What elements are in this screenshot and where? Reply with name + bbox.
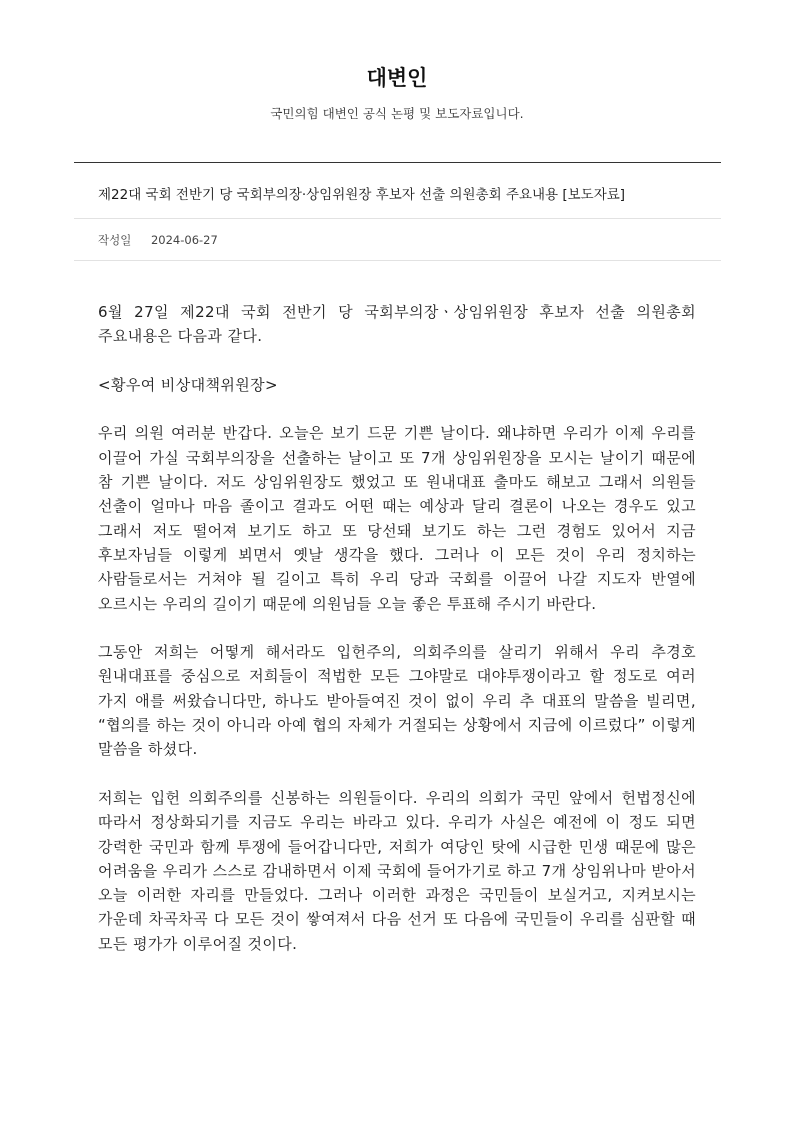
post-title: 제22대 국회 전반기 당 국회부의장·상임위원장 후보자 선출 의원총회 주요내용 [보도자료]: [98, 187, 626, 203]
post-date: 2024-06-27: [150, 233, 218, 247]
date-label: 작성일: [98, 233, 132, 247]
body-paragraph: 6월 27일 제22대 국회 전반기 당 국회부의장ㆍ상임위원장 후보자 선출 의원총회 주요내용은 다음과 같다.: [98, 303, 696, 346]
body-paragraph: 저희는 입헌 의회주의를 신봉하는 의원들이다. 우리의 의회가 국민 앞에서 헌법정신에 따라서 정상화되기를 지금도 우리는 바라고 있다. 우리가 사실은 예전에 이 정도 되면 강력한 국민과 함께 투쟁에 들어갑니다만, 저희가 여당인 탓에 시급한 민생 때문에 많은 어려움을 우리가 스스로 감내하면서 이제 국회에 들어가기로 하고 7개 상임위나마 받아서 오늘 이러한 자리를 만들었다. 그러나 이러한 과정은 국민들이 보실거고, 지켜보시는 가운데 차곡차곡 다 모든 것이 쌓여져서 다음 선거 또 다음에 국민들이 우리를 심판할 때 모든 평가가 이루어질 것이다.: [98, 788, 696, 953]
meta-divider: [74, 260, 721, 261]
body-paragraph: 우리 의원 여러분 반갑다. 오늘은 보기 드문 기쁜 날이다. 왜냐하면 우리가 이제 우리를 이끌어 가실 국회부의장을 선출하는 날이고 또 7개 상임위원장을 모시는 날이기 때문에 참 기쁜 날이다. 저도 상임위원장도 했었고 또 원내대표 출마도 해보고 그래서 의원들 선출이 얼마나 마음 졸이고 결과도 어떤 때는 예상과 달리 결론이 나오는 경우도 있고 그래서 저도 떨어져 보기도 하고 또 당선돼 보기도 하는 그런 경험도 있어서 지금 후보자님들 이렇게 뵈면서 옛날 생각을 했다. 그러나 이 모든 것이 우리 정치하는 사람들로서는 거쳐야 될 길이고 특히 우리 당과 국회를 이끌어 나갈 지도자 반열에 오르시는 우리의 길이기 때문에 의원님들 오늘 좋은 투표해 주시기 바란다.: [98, 424, 696, 613]
body-paragraph: 그동안 저희는 어떻게 해서라도 입헌주의, 의회주의를 살리기 위해서 우리 추경호 원내대표를 중심으로 저희들이 적법한 모든 그야말로 대야투쟁이라고 할 정도로 여러 가지 애를 써왔습니다만, 하나도 받아들여진 것이 없이 우리 추 대표의 말씀을 빌리면, “협의를 하는 것이 아니라 아예 협의 자체가 거절되는 상황에서 지금에 이르렀다” 이렇게 말씀을 하셨다.: [98, 643, 696, 759]
post-body: [98, 300, 696, 980]
site-description: 국민의힘 대변인 공식 논평 및 보도자료입니다.: [270, 106, 524, 121]
post-meta: [98, 232, 218, 248]
header-divider: [74, 162, 721, 163]
title-divider: [74, 218, 721, 219]
speaker-heading: <황우여 비상대책위원장>: [98, 375, 279, 394]
site-title[interactable]: 대변인: [366, 66, 428, 90]
